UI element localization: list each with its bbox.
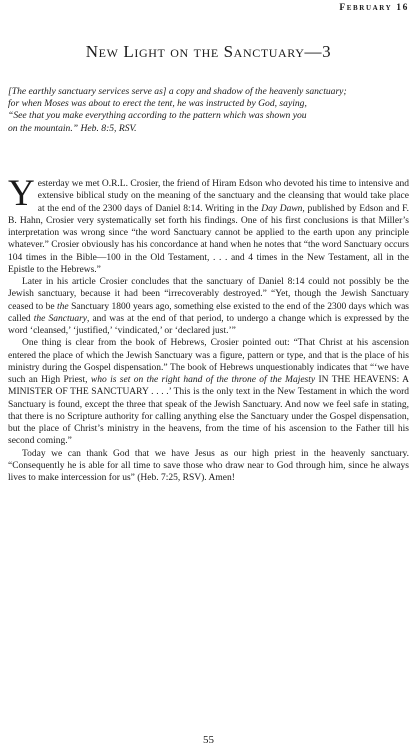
italic-run: the Sanctuary	[33, 313, 87, 324]
header-date: February 16	[339, 3, 409, 13]
text-run: Sanctuary 1800 years ago, something else existed to the end of the 2300 days which was called	[8, 301, 409, 324]
epigraph-line: for when Moses was about to erect the tent, he was instructed by God, saying,	[8, 98, 307, 110]
epigraph-line: “See that you make everything according to the pattern which was shown you	[8, 110, 307, 122]
drop-cap: Y	[8, 173, 35, 214]
text-run: Later in his article Crosier concludes that the sanctuary of Daniel 8:14 could not possibly be the Jewish sanctuary, because it had been “irrecoverably destroyed.” “Yet, though the Jewish Sanctuary ceased to be	[8, 277, 409, 312]
text-run: Today we can thank God that we have Jesus as our high priest in the heavenly sanctuary. “Consequently he is able for all time to save those who draw near to God through him, since he always lives to make intercession for us” (Heb. 7:25, RSV). Amen!	[8, 448, 409, 483]
italic-run: Day Dawn	[261, 203, 303, 214]
body-text	[8, 173, 410, 484]
text-run: , and was at the end of that period, to undergo a change which is expressed by the word ‘cleansed,’ ‘justified,’ ‘vindicated,’ or ‘declared just.’”	[8, 313, 409, 336]
page-number: 55	[203, 734, 214, 746]
paragraph-2	[8, 276, 409, 337]
italic-run: who is set on the right hand of the throne of the Majesty	[90, 375, 316, 385]
text-run: esterday we met O.R.L. Crosier, the friend of Hiram Edson who devoted his time to intensive and extensive biblical study on the meaning of the sanctuary and the cleansing that would take place at the end of the 2300 days of Daniel 8:14. Writing in the	[37, 179, 409, 214]
epigraph	[8, 86, 408, 135]
page-title: New Light on the Sanctuary—3	[85, 42, 332, 61]
paragraph-1	[8, 173, 410, 276]
epigraph-line: [The earthly sanctuary services serve as] a copy and shadow of the heavenly sanctuary;	[8, 86, 347, 97]
text-run: , published by Edson and F. B. Hahn, Crosier very systematically set forth his findings. One of his first conclusions is that Miller’s interpretation was wrong since “the word Sanctuary cannot be applied to the earth upon any principle whatever.” Crosier obviously has his concordance at hand when he notes that “the word Sanctuary occurs 104 times in the Bible—100 in the Old Testament, . . . and 4 times in the New Testament, all in the Epistle to the Hebrews.”	[8, 203, 410, 275]
text-run: One thing is clear from the book of Hebrews, Crosier pointed out: “That Christ at his ascension entered the place of which the Jewish Sanctuary was a figure, pattern or type, and that is the place of his ministry during the Gospel dispensation.” The book of Hebrews unquestionably indicates that “‘we have such an High Priest,	[8, 338, 409, 385]
epigraph-line: on the mountain.” Heb. 8:5, RSV.	[8, 122, 137, 134]
paragraph-3	[8, 337, 409, 447]
paragraph-4	[8, 448, 409, 485]
italic-run: the	[57, 301, 69, 312]
text-run: IN THE HEAVENS: A MINISTER OF THE SANCTUARY . . . .’ This is the only text in the New Testament in which the word Sanctuary is found, except the three that speak of the Jewish Sanctuary. And now we feel safe in stating, that there is no Scripture authority for calling anything else the Sanctuary under the Gospel dispensation, but the place of Christ’s ministry in the heavens, from the time of his ascension to the Father till his second coming.”	[8, 375, 409, 447]
